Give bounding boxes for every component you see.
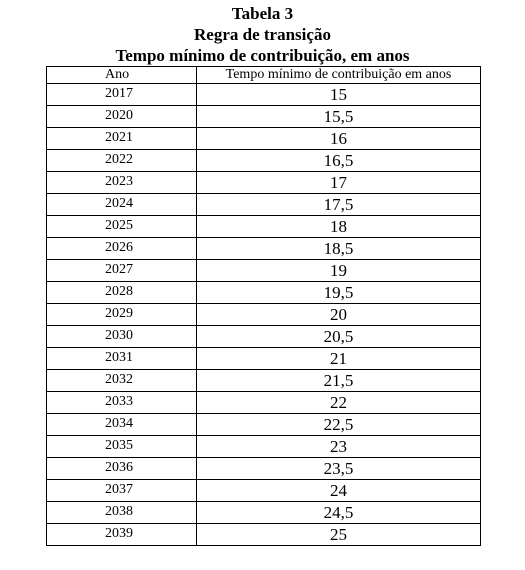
table-row <box>47 414 481 436</box>
column-header-year: Ano <box>47 67 197 84</box>
table-row <box>47 150 481 172</box>
year-cell: 2017 <box>47 84 197 106</box>
min-contribution-cell: 20,5 <box>197 326 481 348</box>
table-body <box>47 84 481 546</box>
year-cell: 2022 <box>47 150 197 172</box>
table-row <box>47 216 481 238</box>
year-cell: 2031 <box>47 348 197 370</box>
year-cell: 2021 <box>47 128 197 150</box>
table-row <box>47 370 481 392</box>
min-contribution-cell: 20 <box>197 304 481 326</box>
year-cell: 2034 <box>47 414 197 436</box>
table-caption-number: Tabela 3 <box>231 4 294 23</box>
table-caption-subtitle: Tempo mínimo de contribuição, em anos <box>115 46 410 65</box>
table-header-row <box>47 67 481 84</box>
table-row <box>47 524 481 546</box>
table-row <box>47 304 481 326</box>
year-cell: 2037 <box>47 480 197 502</box>
min-contribution-cell: 24,5 <box>197 502 481 524</box>
year-cell: 2027 <box>47 260 197 282</box>
table-row <box>47 326 481 348</box>
min-contribution-cell: 16 <box>197 128 481 150</box>
table-row <box>47 458 481 480</box>
table-row <box>47 480 481 502</box>
table-caption-title: Regra de transição <box>194 25 331 44</box>
year-cell: 2032 <box>47 370 197 392</box>
year-cell: 2023 <box>47 172 197 194</box>
table-row <box>47 260 481 282</box>
min-contribution-cell: 17 <box>197 172 481 194</box>
min-contribution-cell: 21 <box>197 348 481 370</box>
year-cell: 2024 <box>47 194 197 216</box>
min-contribution-cell: 16,5 <box>197 150 481 172</box>
year-cell: 2033 <box>47 392 197 414</box>
year-cell: 2025 <box>47 216 197 238</box>
table-row <box>47 348 481 370</box>
min-contribution-cell: 23 <box>197 436 481 458</box>
min-contribution-cell: 22,5 <box>197 414 481 436</box>
table-row <box>47 128 481 150</box>
min-contribution-cell: 18,5 <box>197 238 481 260</box>
year-cell: 2028 <box>47 282 197 304</box>
year-cell: 2020 <box>47 106 197 128</box>
table-row <box>47 502 481 524</box>
year-cell: 2039 <box>47 524 197 546</box>
year-cell: 2029 <box>47 304 197 326</box>
table-row <box>47 194 481 216</box>
table-row <box>47 436 481 458</box>
table-row <box>47 172 481 194</box>
min-contribution-cell: 15 <box>197 84 481 106</box>
min-contribution-cell: 24 <box>197 480 481 502</box>
transition-rule-table <box>46 66 481 546</box>
year-cell: 2035 <box>47 436 197 458</box>
year-cell: 2030 <box>47 326 197 348</box>
min-contribution-cell: 19 <box>197 260 481 282</box>
min-contribution-cell: 19,5 <box>197 282 481 304</box>
min-contribution-cell: 15,5 <box>197 106 481 128</box>
column-header-min-contribution: Tempo mínimo de contribuição em anos <box>197 67 481 84</box>
min-contribution-cell: 21,5 <box>197 370 481 392</box>
year-cell: 2036 <box>47 458 197 480</box>
table-row <box>47 282 481 304</box>
min-contribution-cell: 18 <box>197 216 481 238</box>
table-row <box>47 84 481 106</box>
min-contribution-cell: 17,5 <box>197 194 481 216</box>
min-contribution-cell: 23,5 <box>197 458 481 480</box>
year-cell: 2026 <box>47 238 197 260</box>
table-row <box>47 106 481 128</box>
table-row <box>47 238 481 260</box>
table-row <box>47 392 481 414</box>
min-contribution-cell: 25 <box>197 524 481 546</box>
min-contribution-cell: 22 <box>197 392 481 414</box>
year-cell: 2038 <box>47 502 197 524</box>
